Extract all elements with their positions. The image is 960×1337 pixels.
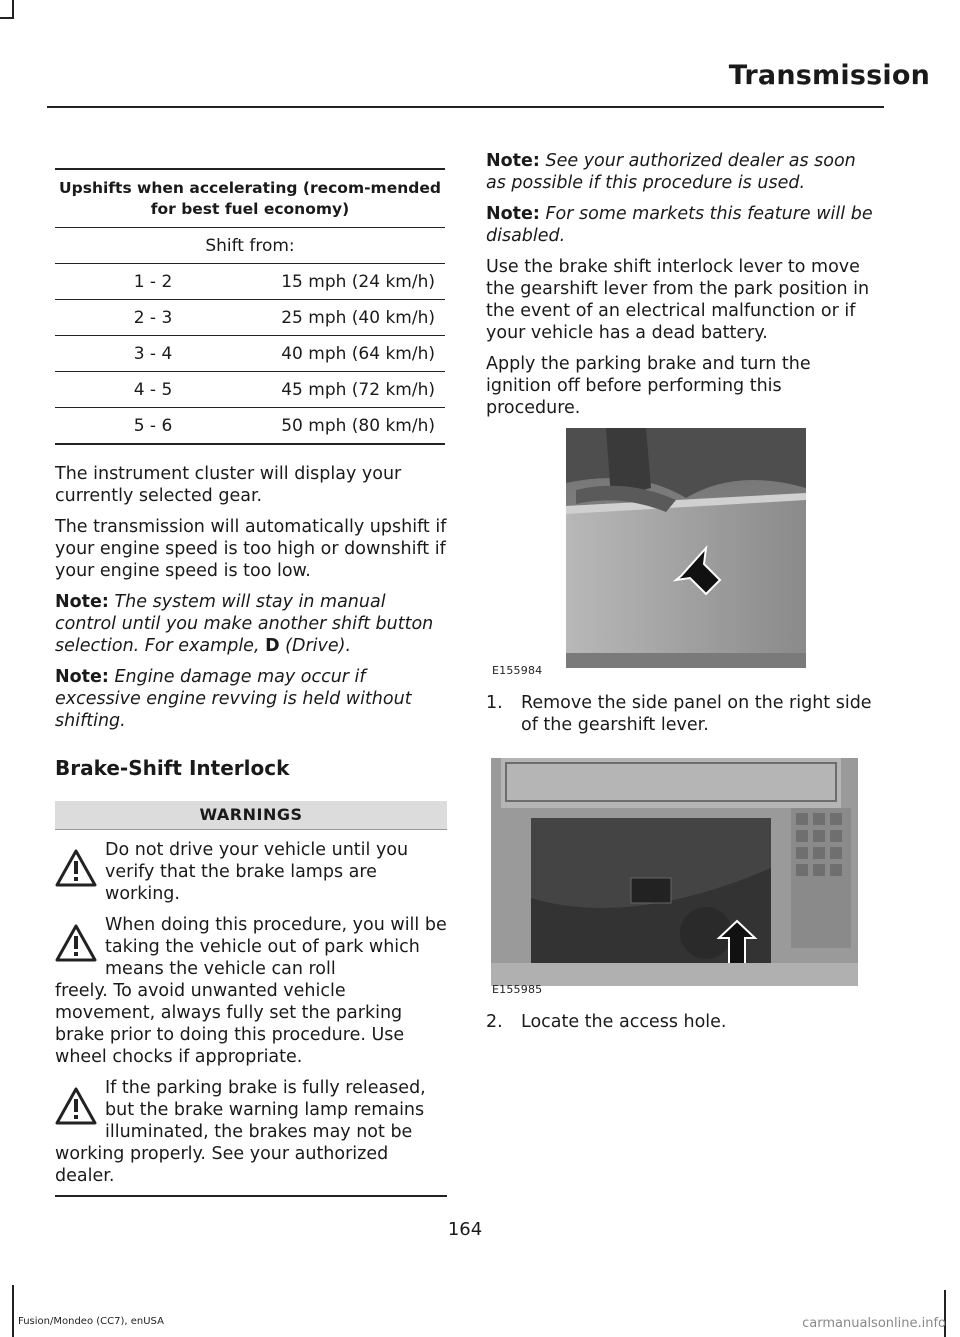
- crop-mark-top-left-h: [0, 17, 14, 19]
- drive-letter: D: [265, 636, 280, 656]
- note-markets: [486, 203, 881, 247]
- figure-access-hole-photo: [491, 758, 858, 986]
- table-row: [55, 372, 445, 408]
- right-column: [486, 150, 881, 419]
- access-hole-illustration: [491, 758, 858, 986]
- warning-item: [55, 1077, 447, 1187]
- note-label: Note:: [486, 204, 540, 224]
- figure-id: E155984: [492, 664, 543, 677]
- table-row: [55, 300, 445, 336]
- table-row: [55, 264, 445, 300]
- note-text: See your authorized dealer as soon as possible if this procedure is used.: [486, 151, 856, 193]
- figure-id: E155985: [492, 983, 543, 996]
- gear-cell: 3 - 4: [55, 336, 251, 372]
- table-row: [55, 408, 445, 445]
- paragraph-parking-brake: Apply the parking brake and turn the ignition off before performing this procedure.: [486, 354, 811, 418]
- paragraph-cluster-display: The instrument cluster will display your currently selected gear.: [55, 464, 402, 506]
- speed-cell: 25 mph (40 km/h): [251, 300, 445, 336]
- figure-side-panel-photo: [566, 428, 806, 668]
- table-subheader: Shift from:: [55, 228, 445, 264]
- watermark: carmanualsonline.info: [802, 1316, 946, 1331]
- warning-text: Do not drive your vehicle until you verify that the brake lamps are working.: [105, 840, 409, 904]
- warning-text: working properly. See your authorized dealer.: [55, 1144, 389, 1186]
- warnings-box: [55, 801, 447, 1197]
- warning-triangle-icon: [55, 849, 97, 887]
- note-text-part: (Drive).: [279, 636, 352, 656]
- warning-text: If the parking brake is fully released, but the brake warning lamp remains illuminated, the brakes may not be: [105, 1078, 426, 1142]
- document-id: Fusion/Mondeo (CC7), enUSA: [18, 1316, 164, 1327]
- table-caption: Upshifts when accelerating (recom-mended for best fuel economy): [55, 169, 445, 228]
- warning-triangle-icon: [55, 924, 97, 962]
- warning-text: freely. To avoid unwanted vehicle movement, always fully set the parking brake prior to doing this procedure. Use wheel chocks if appropriate.: [55, 981, 405, 1067]
- upshift-table: [55, 168, 445, 445]
- header-rule: [47, 106, 884, 108]
- speed-cell: 15 mph (24 km/h): [251, 264, 445, 300]
- warning-item: [55, 914, 447, 1068]
- note-label: Note:: [486, 151, 540, 171]
- note-manual-control: [55, 591, 447, 657]
- crop-mark-bottom-left-v: [12, 1285, 14, 1337]
- paragraph-interlock-lever: Use the brake shift interlock lever to move the gearshift lever from the park position in the event of an electrical malfunction or if your vehicle has a dead battery.: [486, 257, 870, 343]
- speed-cell: 50 mph (80 km/h): [281, 415, 435, 436]
- step-number: 1.: [486, 693, 503, 713]
- step-number: 2.: [486, 1012, 503, 1032]
- warnings-bottom-rule: [55, 1195, 447, 1197]
- warnings-heading: WARNINGS: [55, 801, 447, 830]
- note-text: For some markets this feature will be disabled.: [486, 204, 873, 246]
- note-text: Engine damage may occur if excessive engine revving is held without shifting.: [55, 667, 412, 731]
- left-column: [55, 168, 447, 1197]
- note-text-part: The system will stay in manual control until you make another shift button selection. For example,: [55, 592, 434, 656]
- paragraph-auto-shift: The transmission will automatically upshift if your engine speed is too high or downshift if your engine speed is too low.: [55, 517, 447, 581]
- crop-mark-top-left-v: [12, 0, 14, 17]
- step-text: Locate the access hole.: [521, 1012, 727, 1032]
- note-label: Note:: [55, 592, 109, 612]
- warning-triangle-icon: [55, 1087, 97, 1125]
- note-engine-damage: [55, 666, 447, 732]
- section-heading: Brake-Shift Interlock: [55, 756, 290, 780]
- note-text: [55, 592, 433, 656]
- gear-cell: 2 - 3: [55, 300, 251, 336]
- speed-cell: 40 mph (64 km/h): [251, 336, 445, 372]
- speed-cell: 45 mph (72 km/h): [251, 372, 445, 408]
- gear-cell: 4 - 5: [55, 372, 251, 408]
- page-number: 164: [447, 1219, 483, 1240]
- gear-cell: 1 - 2: [55, 264, 251, 300]
- table-row: [55, 336, 445, 372]
- warning-text: When doing this procedure, you will be taking the vehicle out of park which means the vehicle can roll: [105, 915, 447, 979]
- gear-cell: 5 - 6: [133, 415, 173, 436]
- step-text: Remove the side panel on the right side of the gearshift lever.: [521, 693, 872, 735]
- warning-item: [55, 839, 447, 905]
- note-see-dealer: [486, 150, 881, 194]
- note-label: Note:: [55, 667, 109, 687]
- side-panel-illustration: [566, 428, 806, 668]
- page-title: Transmission: [728, 60, 930, 91]
